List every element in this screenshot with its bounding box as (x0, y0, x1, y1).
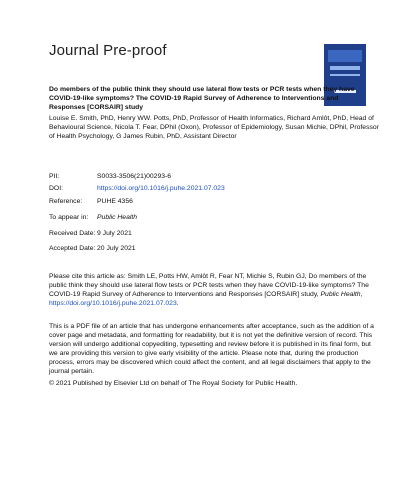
doi-link[interactable]: https://doi.org/10.1016/j.puhe.2021.07.023 (97, 185, 225, 192)
appear-in-value: Public Health (97, 214, 138, 221)
cover-band (328, 50, 362, 62)
cover-band (330, 66, 360, 70)
received-date-value: 9 July 2021 (97, 230, 132, 237)
article-title: Do members of the public think they should use lateral flow tests or PCR tests when they have COVID-19-like symptoms? The COVID-19 Rapid Survey of Adherence to Interventions and Responses [CORSAIR] study (49, 86, 355, 111)
citation-text: Please cite this article as: Smith LE, Potts HW, Amlôt R, Fear NT, Michie S, Rubin GJ, Do members of the public think they should use lateral flow tests or PCR tests when they have COVID-19-like symptoms? The COVID-19 Rapid Survey of Adherence to Interventions and Responses [CORSAIR] study, (49, 273, 369, 298)
citation-separator: , (360, 291, 363, 298)
author-list: Louise E. Smith, PhD, Henry WW. Potts, PhD, Professor of Health Informatics, Richard Amlôt, PhD, Head of Behavioural Science, Nicola T. Fear, DPhil (Oxon), Professor of Epidemiology, Susan Michie, DPhil, Professor of Health Psychology, G James Rubin, PhD, Assistant Director (49, 115, 379, 140)
reference-value: PUHE 4356 (97, 198, 133, 205)
citation-paragraph (49, 272, 374, 308)
appear-in-label: To appear in: (49, 214, 89, 221)
copyright-line: © 2021 Published by Elsevier Ltd on behalf of The Royal Society for Public Health. (49, 380, 298, 387)
journal-pre-proof-label: Journal Pre-proof (49, 42, 167, 59)
doi-label: DOI: (49, 185, 63, 192)
pii-label: PII: (49, 173, 60, 180)
pre-proof-notice: This is a PDF file of an article that has undergone enhancements after acceptance, such as the addition of a cover page and metadata, and formatting for readability, but it is not yet the definitive version of record. This version will undergo additional copyediting, typesetting and review before it is published in its final form, but we are providing this version to give early visibility of the article. Please note that, during the production process, errors may be discovered which could affect the content, and all legal disclaimers that apply to the journal pertain. (49, 323, 374, 375)
received-date-label: Received Date: (49, 230, 96, 237)
citation-doi-link[interactable]: https://doi.org/10.1016/j.puhe.2021.07.023 (49, 300, 177, 307)
citation-journal: Public Health (320, 291, 361, 298)
cover-band (330, 74, 360, 76)
accepted-date-label: Accepted Date: (49, 245, 96, 252)
accepted-date-value: 20 July 2021 (97, 245, 136, 252)
pii-value: S0033-3506(21)00293-6 (97, 173, 172, 180)
citation-end: . (176, 300, 179, 307)
reference-label: Reference: (49, 198, 83, 205)
